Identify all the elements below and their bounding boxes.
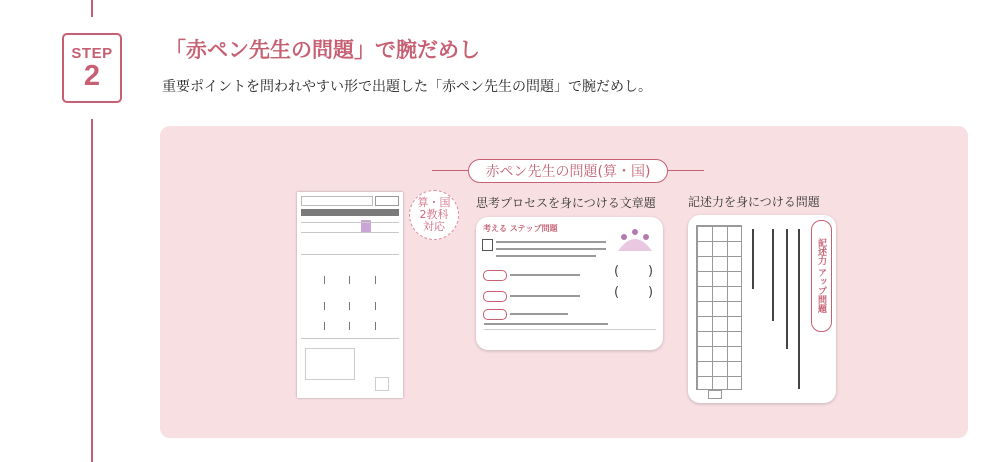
memo-area — [484, 329, 656, 348]
worksheet-mark — [324, 276, 325, 284]
step-problem-card — [476, 217, 663, 350]
answer-paren-open: ( — [614, 264, 620, 279]
worksheet-line — [301, 232, 399, 233]
heading-line-left — [432, 170, 468, 171]
step-3-text — [510, 313, 568, 315]
badge-line-1: 算・国 — [417, 196, 451, 209]
two-subjects-badge — [409, 190, 459, 240]
caption-writing-skill: 記述力を身につける問題 — [688, 195, 820, 209]
writing-skill-tag: 記述力 アップ問題 — [811, 220, 832, 332]
step-badge — [62, 33, 122, 103]
grid-counter-box — [708, 390, 722, 399]
worksheet-score-box — [375, 196, 399, 206]
writing-grid — [696, 225, 742, 390]
worksheet-mark — [375, 322, 376, 330]
question-text-line — [496, 255, 596, 257]
badge-line-2: 2教科 — [419, 208, 449, 221]
vertical-text-column — [752, 229, 754, 289]
answer-paren-open: ( — [614, 285, 620, 300]
step-2-text — [510, 295, 580, 297]
worksheet-answer-box — [305, 348, 355, 380]
worksheet-mark — [324, 302, 325, 310]
memo-line — [484, 323, 608, 325]
badge-line-3: 対応 — [423, 220, 445, 233]
vertical-text-column — [798, 229, 800, 389]
worksheet-mark — [324, 322, 325, 330]
section-description: 重要ポイントを問われやすい形で出題した「赤ペン先生の問題」で腕だめし。 — [162, 79, 652, 95]
worksheet-mark — [349, 322, 350, 330]
step-1-text — [510, 274, 580, 276]
worksheet-image — [297, 192, 403, 398]
caption-thinking-process: 思考プロセスを身につける文章題 — [476, 196, 656, 210]
worksheet-corner-box — [375, 377, 389, 391]
answer-paren-close: ) — [648, 285, 654, 300]
vertical-text-column — [786, 229, 788, 349]
question-text-line — [496, 248, 606, 250]
vertical-text-column — [772, 229, 774, 321]
worksheet-header-box — [301, 196, 373, 206]
worksheet-line — [301, 254, 399, 255]
section-title: 「赤ペン先生の問題」で腕だめし — [165, 38, 480, 62]
illustration-icon — [614, 223, 656, 257]
step-number: 2 — [83, 60, 101, 92]
worksheet-title-bar — [301, 209, 399, 216]
timeline-line-top — [91, 0, 93, 17]
step-problem-badge: 考える ステップ問題 — [483, 224, 558, 233]
step-3-pill — [483, 309, 507, 320]
worksheet-line — [301, 338, 399, 339]
answer-paren-close: ) — [648, 264, 654, 279]
question-text-line — [496, 241, 606, 243]
question-number-box — [482, 239, 493, 251]
timeline-line-bottom — [91, 119, 93, 462]
worksheet-mark — [349, 276, 350, 284]
step-2-pill — [483, 291, 507, 302]
step-1-pill — [483, 270, 507, 281]
writing-problem-card — [688, 215, 836, 403]
worksheet-line — [301, 222, 399, 223]
worksheet-mark — [349, 302, 350, 310]
worksheet-mark — [375, 276, 376, 284]
heading-line-right — [668, 170, 704, 171]
worksheet-mark — [375, 302, 376, 310]
step-label: STEP — [71, 45, 113, 62]
panel-heading: 赤ペン先生の問題(算・国) — [468, 159, 668, 183]
